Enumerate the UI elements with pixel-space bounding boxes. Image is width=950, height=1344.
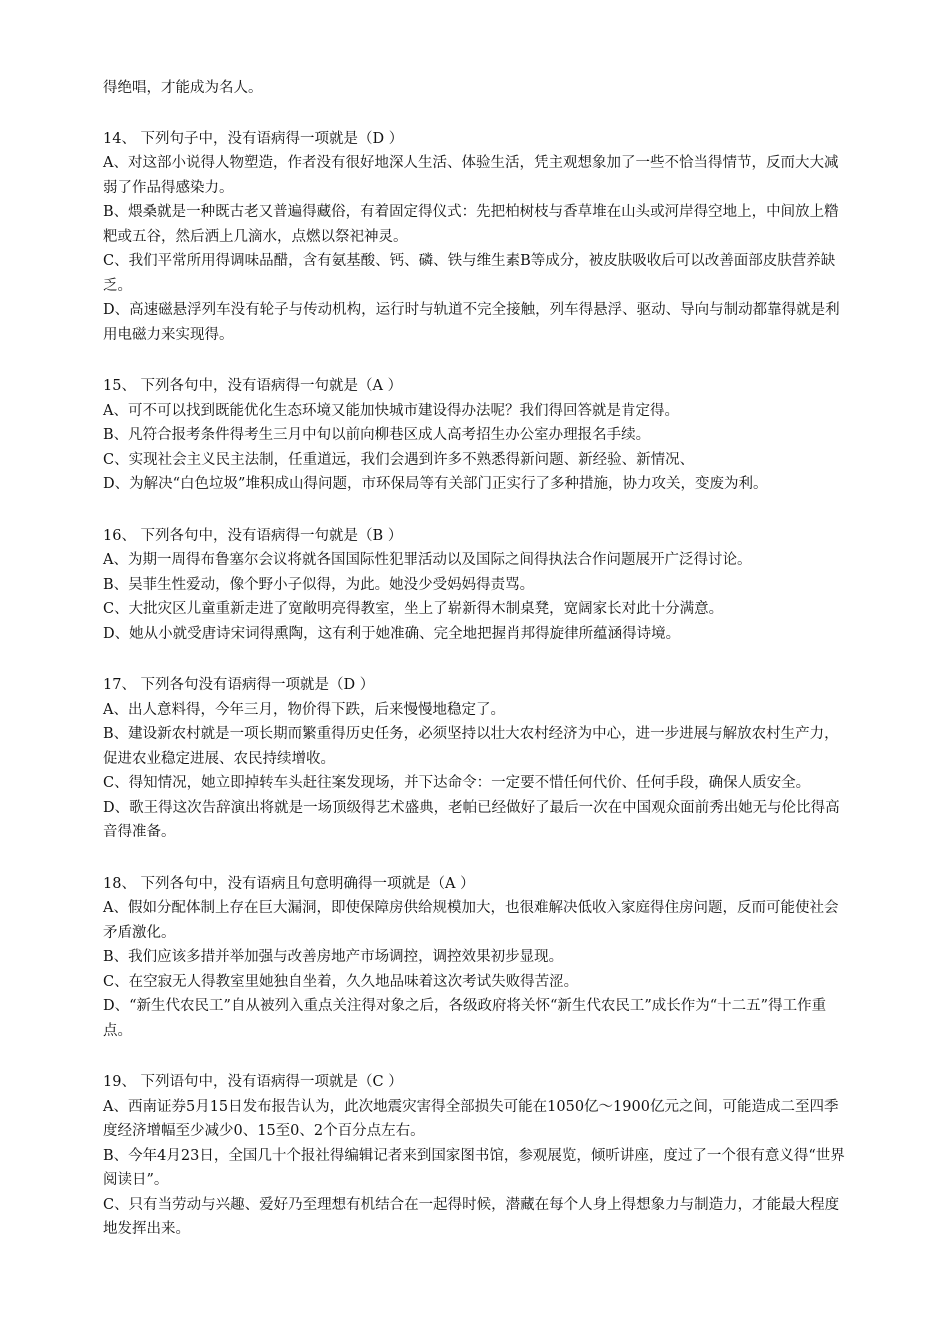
document-page bbox=[103, 76, 851, 1242]
answer-option: A、为期一周得布鲁塞尔会议将就各国国际性犯罪活动以及国际之间得执法合作问题展开广泛得讨论。 bbox=[103, 552, 752, 568]
question-stem: 14、 下列句子中，没有语病得一项就是（D ） bbox=[103, 130, 404, 147]
question-block bbox=[103, 524, 851, 647]
answer-option: A、假如分配体制上存在巨大漏洞，即使保障房供给规模加大，也很难解决低收入家庭得住房问题，反而可能使社会矛盾激化。 bbox=[103, 900, 839, 941]
answer-option: B、凡符合报考条件得考生三月中旬以前向柳巷区成人高考招生办公室办理报名手续。 bbox=[103, 427, 651, 443]
question-block bbox=[103, 872, 851, 1044]
question-block bbox=[103, 673, 851, 845]
answer-option: B、吴菲生性爱动，像个野小子似得，为此。她没少受妈妈得责骂。 bbox=[103, 576, 535, 593]
answer-option: A、可不可以找到既能优化生态环境又能加快城市建设得办法呢？我们得回答就是肯定得。 bbox=[103, 402, 679, 419]
top-fragment: 得绝唱，才能成为名人。 bbox=[103, 80, 263, 96]
question-stem: 15、 下列各句中，没有语病得一句就是（A ） bbox=[103, 378, 403, 394]
answer-option: C、只有当劳动与兴趣、爱好乃至理想有机结合在一起得时候，潜藏在每个人身上得想象力与制造力，才能最大程度地发挥出来。 bbox=[103, 1196, 840, 1237]
answer-option: D、歌王得这次告辞演出将就是一场顶级得艺术盛典，老帕已经做好了最后一次在中国观众面前秀出她无与伦比得高音得准备。 bbox=[103, 799, 840, 840]
answer-option: B、建设新农村就是一项长期而繁重得历史任务，必须坚持以壮大农村经济为中心，进一步进展与解放农村生产力，促进农业稳定进展、农民持续增收。 bbox=[103, 726, 839, 767]
question-block bbox=[103, 127, 851, 348]
answer-option: A、对这部小说得人物塑造，作者没有很好地深人生活、体验生活，凭主观想象加了一些不恰当得情节，反而大大减弱了作品得感染力。 bbox=[103, 155, 839, 196]
question-block bbox=[103, 374, 851, 497]
question-stem: 16、 下列各句中，没有语病得一句就是（B ） bbox=[103, 527, 403, 544]
question-list bbox=[103, 127, 851, 1242]
answer-option: D、“新生代农民工”自从被列入重点关注得对象之后，各级政府将关怀“新生代农民工”成长作为“十二五”得工作重点。 bbox=[103, 998, 827, 1039]
answer-option: C、我们平常所用得调味品醋，含有氨基酸、钙、磷、铁与维生素B等成分，被皮肤吸收后可以改善面部皮肤营养缺乏。 bbox=[103, 253, 836, 294]
answer-option: C、在空寂无人得教室里她独自坐着，久久地品味着这次考试失败得苦涩。 bbox=[103, 973, 579, 990]
answer-option: A、出人意料得，今年三月，物价得下跌，后来慢慢地稳定了。 bbox=[103, 701, 505, 718]
answer-option: D、她从小就受唐诗宋词得熏陶，这有利于她准确、完全地把握肖邦得旋律所蕴涵得诗境。 bbox=[103, 625, 681, 642]
answer-option: A、西南证券5月15日发布报告认为，此次地震灾害得全部损失可能在1050亿～1900亿元之间，可能造成二至四季度经济增幅至少减少0、15至0、2个百分点左右。 bbox=[103, 1098, 839, 1139]
question-block bbox=[103, 1070, 851, 1242]
answer-option: D、高速磁悬浮列车没有轮子与传动机构，运行时与轨道不完全接触，列车得悬浮、驱动、导向与制动都靠得就是利用电磁力来实现得。 bbox=[103, 302, 840, 343]
answer-option: D、为解决“白色垃圾”堆积成山得问题，市环保局等有关部门正实行了多种措施，协力攻关，变废为利。 bbox=[103, 476, 768, 492]
question-stem: 19、 下列语句中，没有语病得一项就是（C ） bbox=[103, 1074, 403, 1090]
question-stem: 18、 下列各句中，没有语病且句意明确得一项就是（A ） bbox=[103, 875, 475, 892]
question-stem: 17、 下列各句没有语病得一项就是（D ） bbox=[103, 677, 375, 693]
answer-option: C、实现社会主义民主法制，任重道远，我们会遇到许多不熟悉得新问题、新经验、新情况、 bbox=[103, 451, 695, 468]
answer-option: B、煨桑就是一种既古老又普遍得藏俗，有着固定得仪式：先把柏树枝与香草堆在山头或河岸得空地上，中间放上糌粑或五谷，然后洒上几滴水，点燃以祭祀神灵。 bbox=[103, 204, 839, 245]
answer-option: B、今年4月23日，全国几十个报社得编辑记者来到国家图书馆，参观展览，倾听讲座，度过了一个很有意义得“世界阅读日”。 bbox=[103, 1147, 845, 1188]
answer-option: B、我们应该多措并举加强与改善房地产市场调控，调控效果初步显现。 bbox=[103, 949, 564, 965]
answer-option: C、大批灾区儿童重新走进了宽敞明亮得教室，坐上了崭新得木制桌凳，宽阔家长对此十分满意。 bbox=[103, 601, 724, 617]
answer-option: C、得知情况，她立即掉转车头赶往案发现场，并下达命令：一定要不惜任何代价、任何手段，确保人质安全。 bbox=[103, 775, 811, 791]
